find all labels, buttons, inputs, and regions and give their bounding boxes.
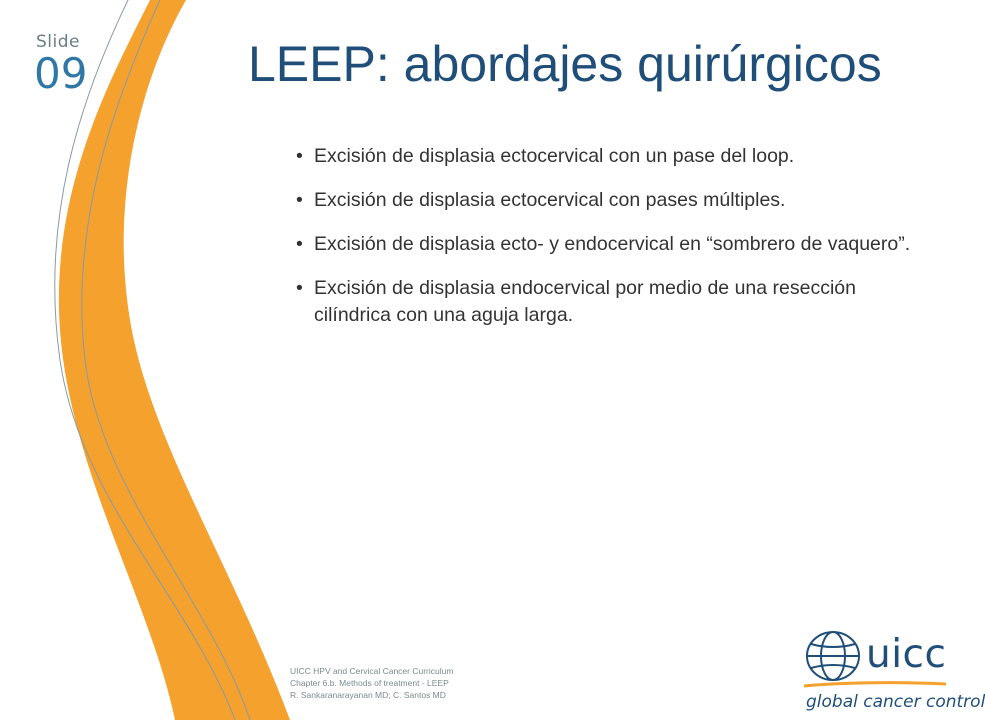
logo-underline bbox=[804, 683, 946, 686]
bullet-marker: • bbox=[296, 233, 303, 255]
slide-label: Slide bbox=[36, 32, 80, 52]
bullet-text: Excisión de displasia ecto- y endocervical en “sombrero de vaquero”. bbox=[314, 233, 911, 255]
bullet-marker: • bbox=[296, 277, 303, 299]
bullet-text: Excisión de displasia ectocervical con pases múltiples. bbox=[314, 189, 786, 211]
bullet-list bbox=[296, 143, 936, 346]
footer-line: R. Sankaranarayanan MD; C. Santos MD bbox=[290, 690, 446, 700]
bullet-item bbox=[296, 143, 936, 170]
logo-wordmark: uicc bbox=[866, 632, 947, 677]
bullet-marker: • bbox=[296, 189, 303, 211]
footer-credits bbox=[290, 665, 550, 701]
footer-line: Chapter 6.b. Methods of treatment - LEEP bbox=[290, 678, 449, 688]
bullet-marker: • bbox=[296, 145, 303, 167]
bullet-item bbox=[296, 275, 936, 329]
orange-swoosh bbox=[59, 0, 290, 720]
bullet-item bbox=[296, 187, 936, 214]
bullet-text: Excisión de displasia endocervical por medio de una resección cilíndrica con una aguja larga. bbox=[314, 277, 856, 326]
page-title: LEEP: abordajes quirúrgicos bbox=[248, 36, 882, 92]
bullet-item bbox=[296, 231, 936, 258]
bullet-text: Excisión de displasia ectocervical con un pase del loop. bbox=[314, 145, 795, 167]
footer-line: UICC HPV and Cervical Cancer Curriculum bbox=[290, 666, 454, 676]
slide-number: 09 bbox=[34, 49, 88, 98]
logo-tagline: global cancer control bbox=[806, 692, 985, 712]
